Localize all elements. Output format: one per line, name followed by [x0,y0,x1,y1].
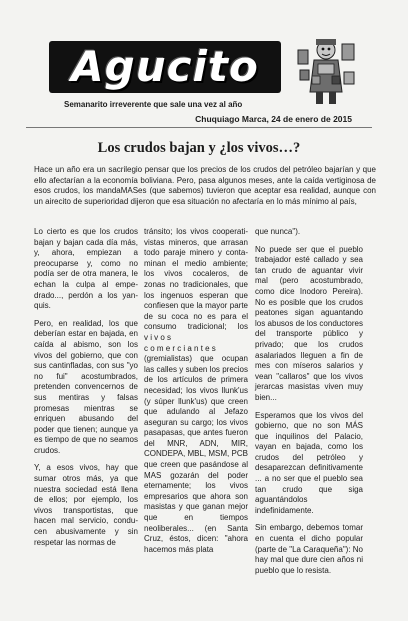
article-column-3 [255,227,363,583]
paragraph: No puede ser que el pueblo trabajador esté callado y sea tan crudo de aguantar vivir mal (pero acostumbrado, como dice Inodoro Pereira). No es posible que los crudos peatones sigan aguantando los abusos de los conductores del transporte público y privado; que los crudos asalariados lleguen a fin de mes con míseros salarios y vean "callaros" que los vivos jerarcas masistas viven muy bien... [255,244,363,402]
masthead-title: Agucito [71,42,259,91]
article-intro: Hace un año era un sacrilegio pensar que los precios de los crudos del petróleo bajarían y que ello afectarían a la economía boliviana. Pero, pasa algunos meses, ante la caída vertiginosa de esos crudos, los mandaMASes (que sabemos) tuvieron que aceptar esa realidad, aunque con un airecito de superioridad dijeron que esa situación no afectaría en lo más mínimo al país, [34,165,376,206]
paragraph-part: (gremialistas) que ocupan las calles y suben los precios de los artículos de primera necesidad; los vivos llunk'us (y súper llunk'us) que creen que adulando al Jefazo aseguran su cargo; los vivos pasapasas, que antes fueron del MNR, ADN, MIR, CONDEPA, MBL, MSM, PCB que creen que pasándose al MAS gozarán del poder eternamente; los vivos empresarios que ahora son masistas y que ganan mejor que en tiempos neoliberales... (en Santa Cruz, éstos, dicen: "ahora hacemos más plata [144,354,248,554]
paragraph: Pero, en realidad, los que deberían estar en bajada, en caída al abismo, son los vivos del gobierno, que con sus cantinfladas, con sus "yo no fui" acostumbrados, pretenden convencernos de sus mentiras y falsas promesas mientras se enriquen abusando del poder que tienen; aunque ya es tiempo de que no seamos crudos. [34,318,138,455]
paragraph-part: tránsito; los vivos cooperativistas mineros, que arrasan todo paraje minero y contaminan el medio ambiente; los vivos cocaleros, de zonas no tradicionales, que los ingenuos esperan que confiesen que la mayor parte de su coca no es para el consumo tradicional; los [144,227,248,332]
spaced-phrase: vivos comerciantes [144,332,218,353]
article-headline: Los crudos bajan y ¿los vivos…? [97,140,301,156]
paragraph: Sin embargo, debemos tomar en cuenta el dicho popular (parte de "La Caraqueña"): No hay mal que dure cien años ni pueblo que lo resista. [255,523,363,575]
paragraph: Y, a esos vivos, hay que sumar otros más, ya que nuestra sociedad está llena de ellos; por ejemplo, los vivos transportistas, que hacen mal servicio, conducen abusivamente y sin respetar las normas de [34,463,138,547]
article-column-2 [144,227,248,562]
ekeko-figure-illustration [296,36,356,106]
tagline: Semanarito irreverente que sale una vez al año [64,100,243,109]
paragraph: Esperamos que los vivos del gobierno, que no son MÁS que inquilinos del Palacio, vayan en bajada, como los crudos del petróleo y desaparezcan definitivamente ... a no ser que el pueblo sea tan crudo que siga aguantándolos indefinidamente. [255,410,363,515]
paragraph: que nunca"). [255,227,301,236]
paragraph: Lo cierto es que los crudos bajan y bajan cada día más, y, ahora, empiezan a preocuparse y, como no podía ser de otra manera, le echan la culpa al empedrado..., perdón a los yanquis. [34,227,138,311]
paragraph [144,227,248,555]
article-column-1 [34,227,138,555]
masthead-logo [49,41,281,93]
header-divider [26,127,372,128]
dateline: Chuquiago Marca, 24 de enero de 2015 [195,114,352,124]
